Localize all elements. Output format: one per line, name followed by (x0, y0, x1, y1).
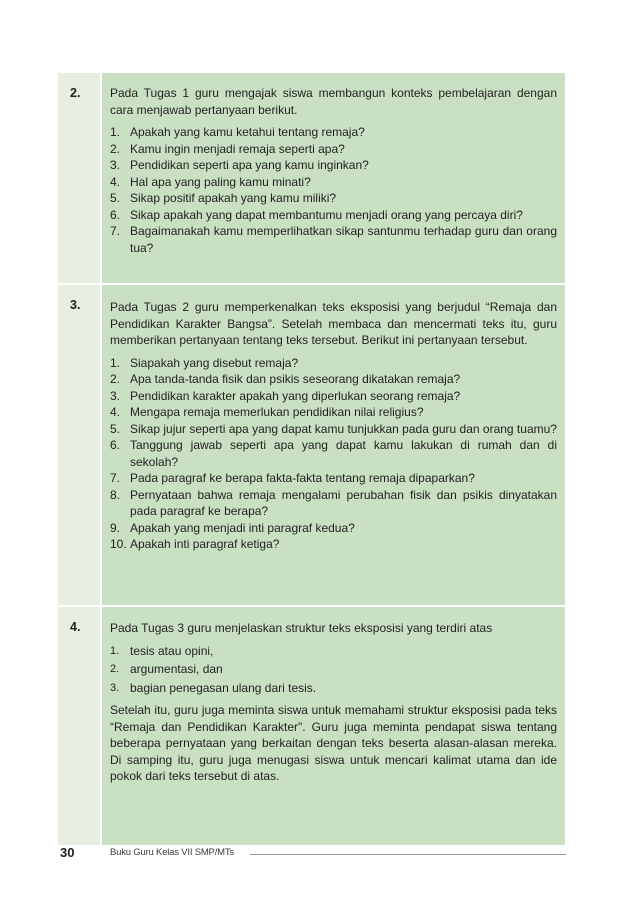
item-text: tesis atau opini, (130, 643, 214, 658)
item-text: Hal apa yang paling kamu minati? (130, 174, 311, 189)
item-number: 3. (110, 681, 120, 694)
item-text: Apakah inti paragraf ketiga? (130, 537, 280, 551)
item-number: 7. (110, 224, 121, 238)
list-item (110, 388, 557, 405)
row-number: 3. (58, 285, 102, 605)
row-paragraph: Setelah itu, guru juga meminta siswa untuk memahami struktur eksposisi pada teks “Remaja dan Pendidikan Karakter". Guru juga meminta pendapat siswa tentang beberapa pernyataan yang berkaitan dengan teks beserta alasan-alasan mereka. Di samping itu, guru juga menugasi siswa untuk mencari kalimat utama dan ide pokok dari teks tersebut di atas. (110, 703, 557, 783)
list-item (110, 437, 557, 470)
row-intro: Pada Tugas 3 guru menjelaskan struktur teks eksposisi yang terdiri atas (110, 621, 493, 635)
item-number: 10. (110, 537, 127, 551)
list-item (110, 355, 557, 372)
item-text: Sikap jujur seperti apa yang dapat kamu tunjukkan pada guru dan orang tuamu? (130, 421, 557, 436)
item-number: 1. (110, 644, 120, 657)
item-text: argumentasi, dan (130, 662, 223, 676)
item-number: 1. (110, 125, 121, 139)
item-text: Apakah yang kamu ketahui tentang remaja? (130, 125, 365, 139)
item-text: Sikap apakah yang dapat membantumu menjadi orang yang percaya diri? (130, 207, 523, 222)
item-text: bagian penegasan ulang dari tesis. (130, 680, 317, 695)
list-item (110, 141, 557, 158)
row-intro: Pada Tugas 2 guru memperkenalkan teks eksposisi yang berjudul “Remaja dan Pendidikan Karakter Bangsa”. Setelah membaca dan mencermati teks itu, guru memberikan pertanyaan tentang teks tersebut. Berikut ini pertanyaan tersebut. (110, 300, 557, 347)
item-text: Pendidikan karakter apakah yang diperlukan seorang remaja? (130, 388, 461, 403)
question-list (110, 124, 557, 256)
item-number: 2. (110, 141, 121, 156)
row-content (102, 607, 565, 845)
item-number: 9. (110, 520, 121, 535)
item-number: 5. (110, 421, 121, 436)
row-content (102, 73, 565, 283)
item-text: Apakah yang menjadi inti paragraf kedua? (130, 520, 355, 535)
list-item (110, 371, 557, 388)
list-item (110, 470, 557, 487)
item-number: 2. (110, 663, 120, 675)
item-number: 7. (110, 471, 121, 485)
page-number: 30 (60, 845, 75, 860)
question-list (110, 355, 557, 553)
item-number: 1. (110, 355, 121, 370)
list-item (110, 404, 557, 421)
item-number: 6. (110, 207, 121, 222)
list-item (110, 643, 557, 660)
list-item (110, 487, 557, 520)
item-text: Bagaimanakah kamu memperlihatkan sikap santunmu terhadap guru dan orang tua? (130, 224, 557, 255)
item-text: Tanggung jawab seperti apa yang dapat kamu lakukan di rumah dan di sekolah? (130, 438, 557, 469)
content-table (58, 73, 565, 845)
list-item (110, 124, 557, 141)
list-item (110, 190, 557, 207)
row-content (102, 285, 565, 605)
item-text: Apa tanda-tanda fisik dan psikis seseorang dikatakan remaja? (130, 372, 461, 386)
item-number: 8. (110, 487, 121, 502)
item-number: 4. (110, 405, 121, 419)
item-number: 2. (110, 372, 121, 386)
list-item (110, 680, 557, 697)
row-number: 2. (58, 73, 102, 283)
item-text: Siapakah yang disebut remaja? (130, 355, 299, 370)
list-item (110, 157, 557, 174)
book-title: Buku Guru Kelas VII SMP/MTs (110, 847, 234, 858)
item-text: Pada paragraf ke berapa fakta-fakta tentang remaja dipaparkan? (130, 471, 475, 485)
item-number: 4. (110, 174, 121, 189)
item-text: Mengapa remaja memerlukan pendidikan nilai religius? (130, 405, 424, 419)
item-text: Sikap positif apakah yang kamu miliki? (130, 191, 337, 205)
item-number: 6. (110, 438, 121, 452)
list-item (110, 661, 557, 678)
list-item (110, 520, 557, 537)
item-text: Pendidikan seperti apa yang kamu inginkan? (130, 158, 369, 172)
row-intro: Pada Tugas 1 guru mengajak siswa membangun konteks pembelajaran dengan cara menjawab pertanyaan berikut. (110, 86, 557, 117)
item-number: 5. (110, 191, 121, 205)
table-row-2 (58, 73, 565, 285)
list-item (110, 207, 557, 224)
list-item (110, 223, 557, 256)
item-number: 3. (110, 158, 121, 172)
list-item (110, 536, 557, 553)
footer-divider (250, 854, 566, 855)
item-number: 3. (110, 388, 121, 403)
row-number: 4. (58, 607, 102, 845)
list-item (110, 174, 557, 191)
item-text: Pernyataan bahwa remaja mengalami perubahan fisik dan psikis dinyatakan pada paragraf ke berapa? (130, 487, 557, 518)
table-row-3 (58, 285, 565, 607)
structure-list (110, 643, 557, 697)
table-row-4 (58, 607, 565, 845)
item-text: Kamu ingin menjadi remaja seperti apa? (130, 141, 345, 156)
list-item (110, 421, 557, 438)
